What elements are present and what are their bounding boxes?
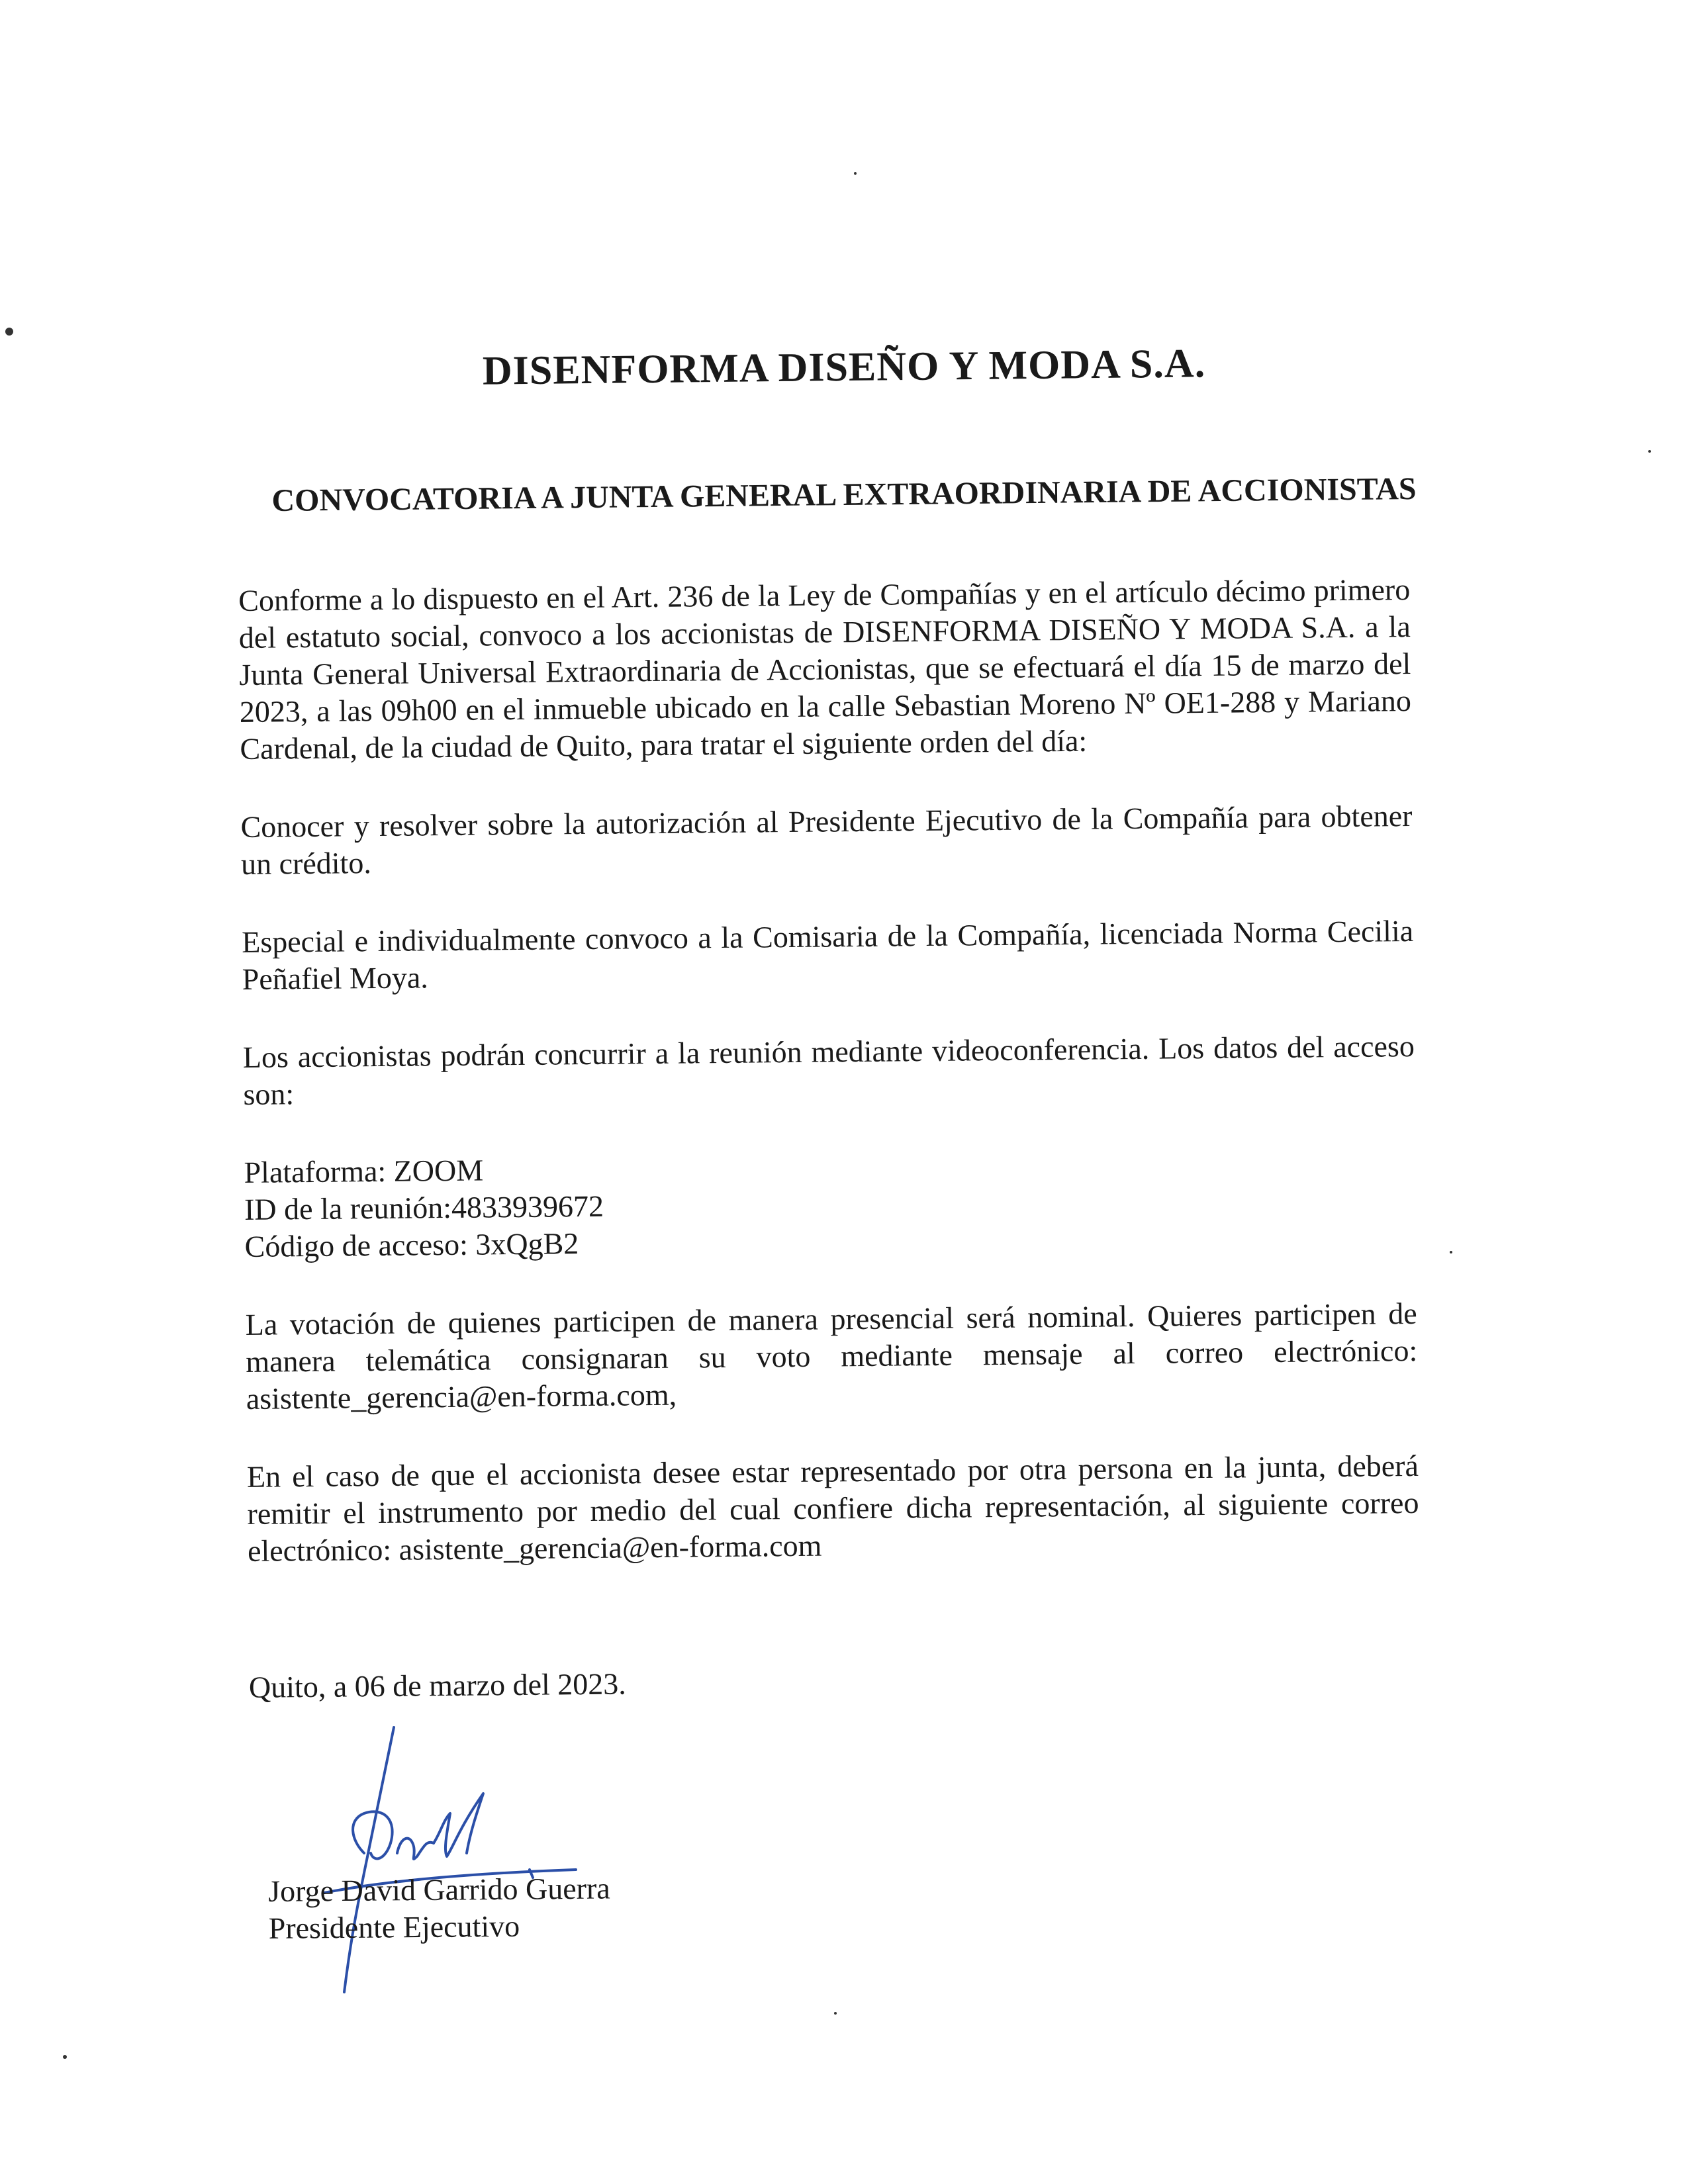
- handwritten-signature: [311, 1721, 616, 1999]
- commissioner-paragraph: Especial e individualmente convoco a la Comisaria de la Compañía, licenciada Norma Cecilia Peñafiel Moya.: [241, 913, 1414, 996]
- scan-speck: [5, 328, 13, 336]
- access-details: [244, 1143, 1417, 1265]
- document-body: [238, 571, 1421, 1747]
- signer-block: [268, 1870, 610, 1947]
- scan-speck: [1450, 1251, 1452, 1253]
- voting-paragraph: La votación de quienes participen de manera presencial será nominal. Quieres participen de manera telemática consignaran su voto mediante mensaje al correo electrónico: asistente_gerencia@en-forma.com,: [245, 1296, 1418, 1416]
- scan-speck: [834, 2012, 837, 2015]
- access-passcode: Código de acceso: 3xQgB2: [244, 1226, 579, 1263]
- intro-paragraph: Conforme a lo dispuesto en el Art. 236 de la Ley de Compañías y en el artículo décimo primero del estatuto social, convoco a los accionistas de DISENFORMA DISEÑO Y MODA S.A. a la Junta General Universal Extraordinaria de Accionistas, que se efectuará el día 15 de marzo del 2023, a las 09h00 en el inmueble ubicado en la calle Sebastian Moreno Nº OE1-288 y Mariano Cardenal, de la ciudad de Quito, para tratar el siguiente orden del día:: [238, 572, 1412, 766]
- representation-paragraph: En el caso de que el accionista desee estar representado por otra persona en la junta, deberá remitir el instrumento por medio del cual confiere dicha representación, al siguiente correo electrónico: asistente_gerencia@en-forma.com: [246, 1448, 1419, 1568]
- videoconference-paragraph: Los accionistas podrán concurrir a la reunión mediante videoconferencia. Los datos del acceso son:: [242, 1028, 1415, 1111]
- scan-speck: [854, 172, 857, 175]
- access-platform: Plataforma: ZOOM: [244, 1153, 484, 1189]
- signer-name: Jorge David Garrido Guerra: [268, 1871, 610, 1908]
- date-line: Quito, a 06 de marzo del 2023.: [248, 1666, 626, 1704]
- scan-speck: [63, 2055, 67, 2059]
- notice-title: CONVOCATORIA A JUNTA GENERAL EXTRAORDINARIA DE ACCIONISTAS: [271, 471, 1417, 519]
- signer-role: Presidente Ejecutivo: [268, 1909, 520, 1945]
- agenda-paragraph: Conocer y resolver sobre la autorización al Presidente Ejecutivo de la Compañía para obtener un crédito.: [240, 798, 1413, 881]
- access-meeting-id: ID de la reunión:4833939672: [244, 1189, 604, 1226]
- company-title: DISENFORMA DISEÑO Y MODA S.A.: [482, 341, 1206, 394]
- scan-speck: [1648, 450, 1651, 453]
